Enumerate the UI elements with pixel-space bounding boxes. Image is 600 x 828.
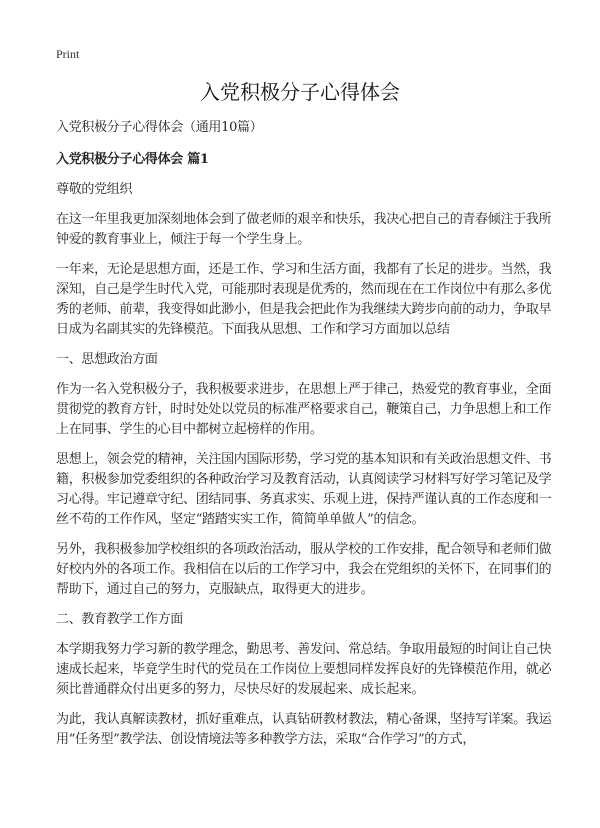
subsection-heading: 一、思想政治方面 bbox=[56, 352, 158, 367]
body-paragraph: 作为一名入党积极分子，我积极要求进步，在思想上严于律己，热爱党的教育事业，全面贯彻党的教育方针，时时处处以党员的标准严格要求自己，鞭策自己，力争思想上和工作上在同事、学生的心目中都树立起榜样的作用。 bbox=[56, 382, 552, 437]
body-paragraph: 在这一年里我更加深刻地体会到了做老师的艰辛和快乐，我决心把自己的青春倾注于我所钟爱的教育事业上，倾注于每一个学生身上。 bbox=[56, 212, 552, 247]
body-paragraph: 另外，我积极参加学校组织的各项政治活动，服从学校的工作安排，配合领导和老师们做好校内外的各项工作。我相信在以后的工作学习中，我会在党组织的关怀下，在同事们的帮助下，通过自己的努力，克服缺点，取得更大的进步。 bbox=[56, 542, 552, 597]
section-heading: 入党积极分子心得体会 篇1 bbox=[56, 152, 209, 167]
body-paragraph: 一年来，无论是思想方面，还是工作、学习和生活方面，我都有了长足的进步。当然，我深知，自己是学生时代入党，可能那时表现是优秀的，然而现在在工作岗位中有那么多优秀的老师、前辈，我变得如此渺小，但是我会把此作为我继续大跨步向前的动力，争取早日成为名副其实的先锋模范。下面我从思想、工作和学习方面加以总结 bbox=[56, 262, 552, 337]
salutation: 尊敬的党组织 bbox=[56, 182, 133, 197]
document-body bbox=[56, 118, 552, 760]
page-title: 入党积极分子心得体会 bbox=[200, 80, 400, 104]
body-paragraph: 为此，我认真解读教材，抓好重难点，认真钻研教材教法，精心备课，坚持写详案。我运用“任务型”教学法、创设情境法等多种教学方法，采取“合作学习”的方式， bbox=[56, 712, 552, 747]
document-subtitle: 入党积极分子心得体会（通用10篇） bbox=[56, 120, 263, 135]
subsection-heading: 二、教育教学工作方面 bbox=[56, 612, 184, 627]
print-link[interactable]: Print bbox=[56, 47, 80, 61]
body-paragraph: 本学期我努力学习新的教学理念，勤思考、善发问、常总结。争取用最短的时间让自己快速成长起来，毕竟学生时代的党员在工作岗位上要想同样发挥良好的先锋模范作用，就必须比普通群众付出更多的努力，尽快尽好的发展起来、成长起来。 bbox=[56, 642, 552, 697]
body-paragraph: 思想上，领会党的精神，关注国内国际形势，学习党的基本知识和有关政治思想文件、书籍，积极参加党委组织的各种政治学习及教育活动，认真阅读学习材料写好学习笔记及学习心得。牢记遵章守纪、团结同事、务真求实、乐观上进，保持严谨认真的工作态度和一丝不苟的工作作风，坚定“踏踏实实工作，简简单单做人”的信念。 bbox=[56, 452, 552, 527]
